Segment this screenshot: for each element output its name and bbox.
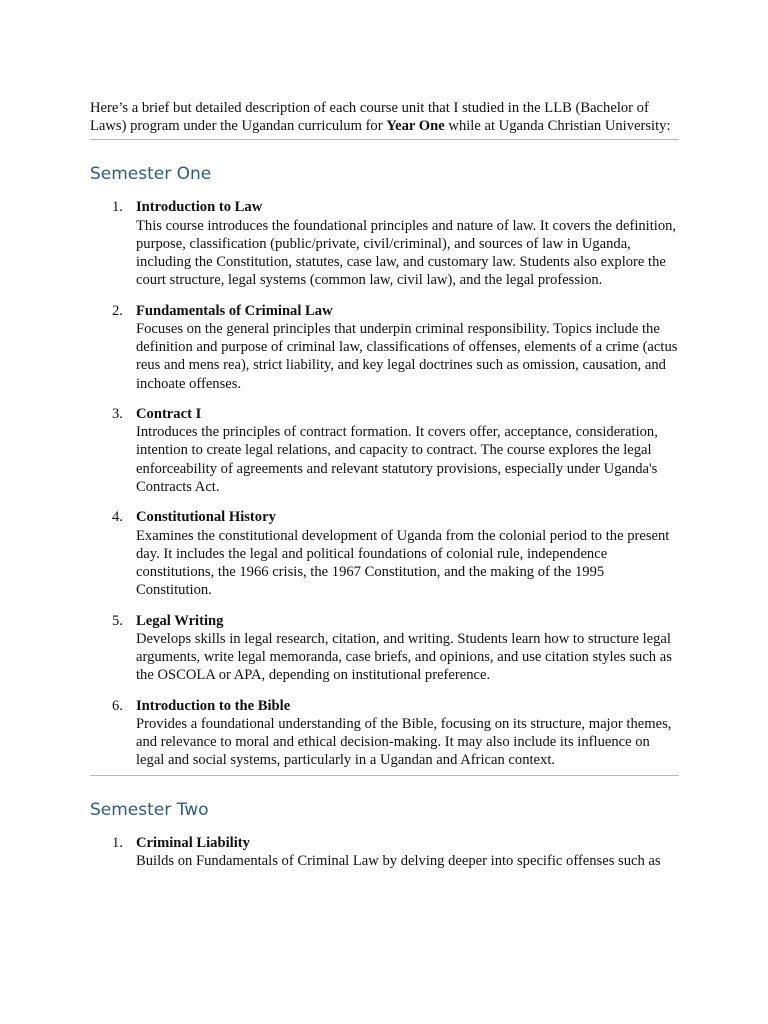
course-item xyxy=(90,302,679,393)
course-item xyxy=(90,405,679,496)
course-description: Provides a foundational understanding of the Bible, focusing on its structure, major themes, and relevance to moral and ethical decision-making. It may also include its influence on legal and social systems, particularly in a Ugandan and African context. xyxy=(136,715,672,769)
course-title: Constitutional History xyxy=(136,509,276,526)
course-title: Introduction to the Bible xyxy=(136,697,291,714)
course-item xyxy=(90,198,679,289)
course-number: 4. xyxy=(112,509,123,526)
semester-one-course-list xyxy=(90,198,679,769)
course-number: 5. xyxy=(112,612,123,629)
course-description: This course introduces the foundational principles and nature of law. It covers the definition, purpose, classification (public/private, civil/criminal), and sources of law in Uganda, including the Constitution, statutes, case law, and customary law. Students also explore the court structure, legal systems (common law, civil law), and the legal profession. xyxy=(136,217,677,289)
course-description: Examines the constitutional development of Uganda from the colonial period to the present day. It includes the legal and political foundations of colonial rule, independence constitutions, the 1966 crisis, the 1967 Constitution, and the making of the 1995 Constitution. xyxy=(136,527,670,599)
course-item xyxy=(90,508,679,599)
course-number: 2. xyxy=(112,302,123,319)
divider xyxy=(90,775,679,776)
intro-text-after: while at Uganda Christian University: xyxy=(444,118,671,135)
course-title: Introduction to Law xyxy=(136,199,263,216)
intro-bold-year: Year One xyxy=(386,118,445,135)
course-item xyxy=(90,612,679,685)
course-number: 6. xyxy=(112,697,123,714)
course-description: Focuses on the general principles that underpin criminal responsibility. Topics include the definition and purpose of criminal law, classifications of offenses, elements of a crime (actus reus and mens rea), strict liability, and key legal doctrines such as omission, causation, and inchoate offenses. xyxy=(136,320,678,392)
semester-one-heading: Semester One xyxy=(90,164,212,185)
intro-paragraph xyxy=(90,99,679,135)
course-description: Introduces the principles of contract formation. It covers offer, acceptance, consideration, intention to create legal relations, and capacity to contract. The course explores the legal enforceability of agreements and relevant statutory provisions, especially under Uganda's Contracts Act. xyxy=(136,424,658,495)
document-page xyxy=(90,99,679,870)
course-number: 3. xyxy=(112,406,123,423)
course-title: Contract I xyxy=(136,406,202,423)
divider xyxy=(90,139,679,140)
course-number: 1. xyxy=(112,834,123,851)
semester-two-heading: Semester Two xyxy=(90,799,209,820)
course-item xyxy=(90,834,679,870)
course-number: 1. xyxy=(112,199,123,216)
course-item xyxy=(90,697,679,770)
course-description: Builds on Fundamentals of Criminal Law by delving deeper into specific offenses such as xyxy=(136,852,661,869)
course-title: Criminal Liability xyxy=(136,834,250,851)
intro-text-before: Here’s a brief but detailed description of each course unit that I studied in the LLB (Bachelor of Laws) program under the Ugandan curriculum for xyxy=(90,100,649,135)
course-title: Legal Writing xyxy=(136,612,224,629)
semester-two-course-list xyxy=(90,834,679,870)
course-title: Fundamentals of Criminal Law xyxy=(136,302,333,319)
course-description: Develops skills in legal research, citation, and writing. Students learn how to structure legal arguments, write legal memoranda, case briefs, and opinions, and use citation styles such as the OSCOLA or APA, depending on institutional preference. xyxy=(136,630,672,684)
